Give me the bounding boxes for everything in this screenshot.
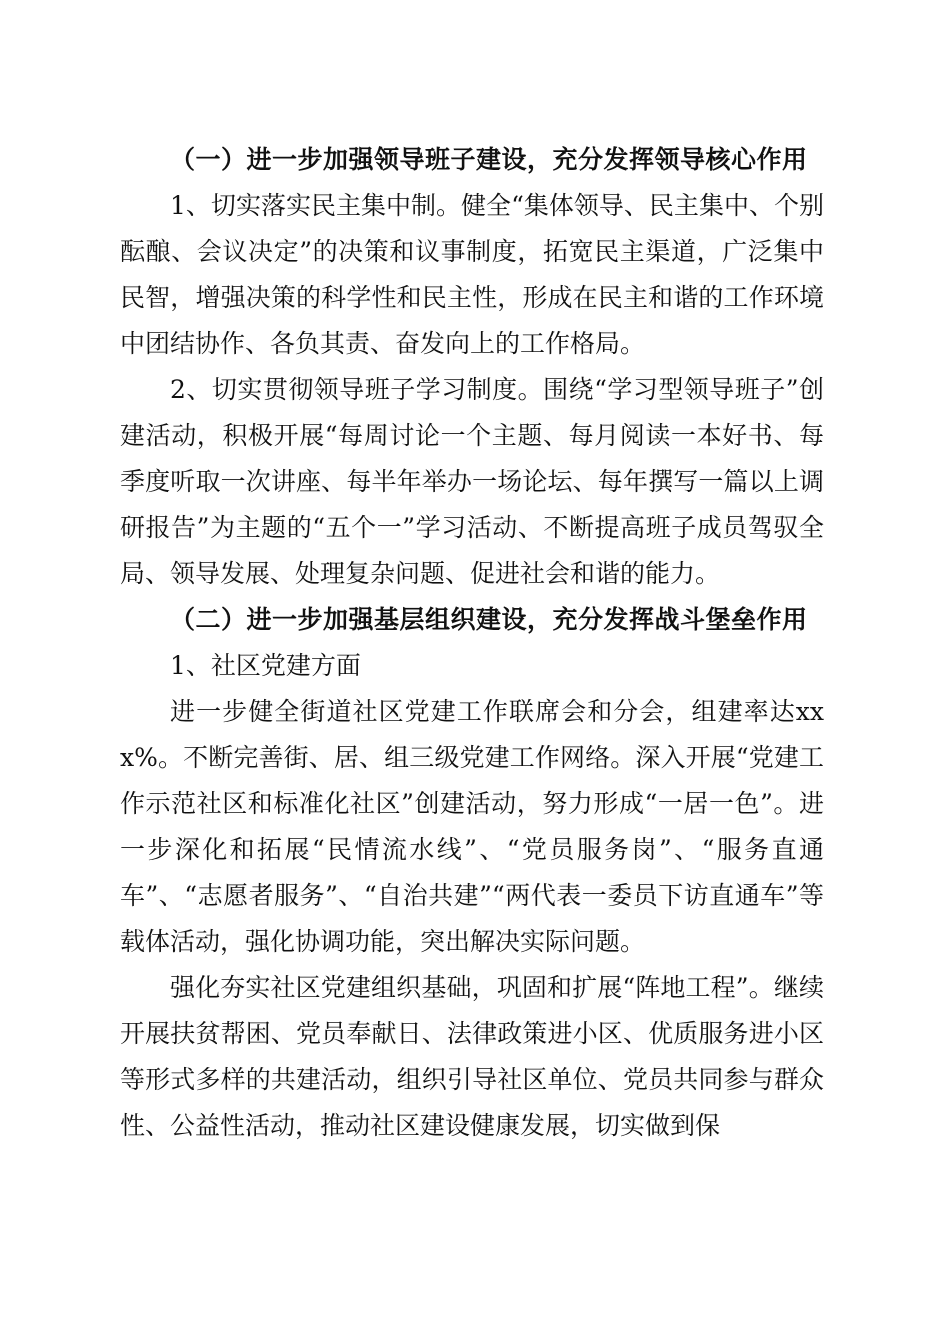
subheading-community-party-building: 1、社区党建方面 [170,651,361,680]
paragraph-study-system: 2、切实贯彻领导班子学习制度。围绕“学习型领导班子”创建活动，积极开展“每周讨论一个主题、每月阅读一本好书、每季度听取一次讲座、每半年举办一场论坛、每年撰写一篇以上调研报告”为主题的“五个一”学习活动、不断提高班子成员驾驭全局、领导发展、处理复杂问题、促进社会和谐的能力。 [120,375,824,588]
section-heading-2: （二）进一步加强基层组织建设，充分发挥战斗堡垒作用 [170,605,808,634]
paragraph-community-foundation: 强化夯实社区党建组织基础，巩固和扩展“阵地工程”。继续开展扶贫帮困、党员奉献日、法律政策进小区、优质服务进小区等形式多样的共建活动，组织引导社区单位、党员共同参与群众性、公益性活动，推动社区建设健康发展，切实做到保 [120,973,824,1140]
document-body [120,137,824,1149]
section-heading-1: （一）进一步加强领导班子建设，充分发挥领导核心作用 [170,145,808,174]
paragraph-democratic-centralism: 1、切实落实民主集中制。健全“集体领导、民主集中、个别酝酿、会议决定”的决策和议事制度，拓宽民主渠道，广泛集中民智，增强决策的科学性和民主性，形成在民主和谐的工作环境中团结协作、各负其责、奋发向上的工作格局。 [120,191,824,358]
paragraph-community-network: 进一步健全街道社区党建工作联席会和分会，组建率达xxx%。不断完善街、居、组三级党建工作网络。深入开展“党建工作示范社区和标准化社区”创建活动，努力形成“一居一色”。进一步深化和拓展“民情流水线”、“党员服务岗”、“服务直通车”、“志愿者服务”、“自治共建”“两代表一委员下访直通车”等载体活动，强化协调功能，突出解决实际问题。 [120,697,824,956]
